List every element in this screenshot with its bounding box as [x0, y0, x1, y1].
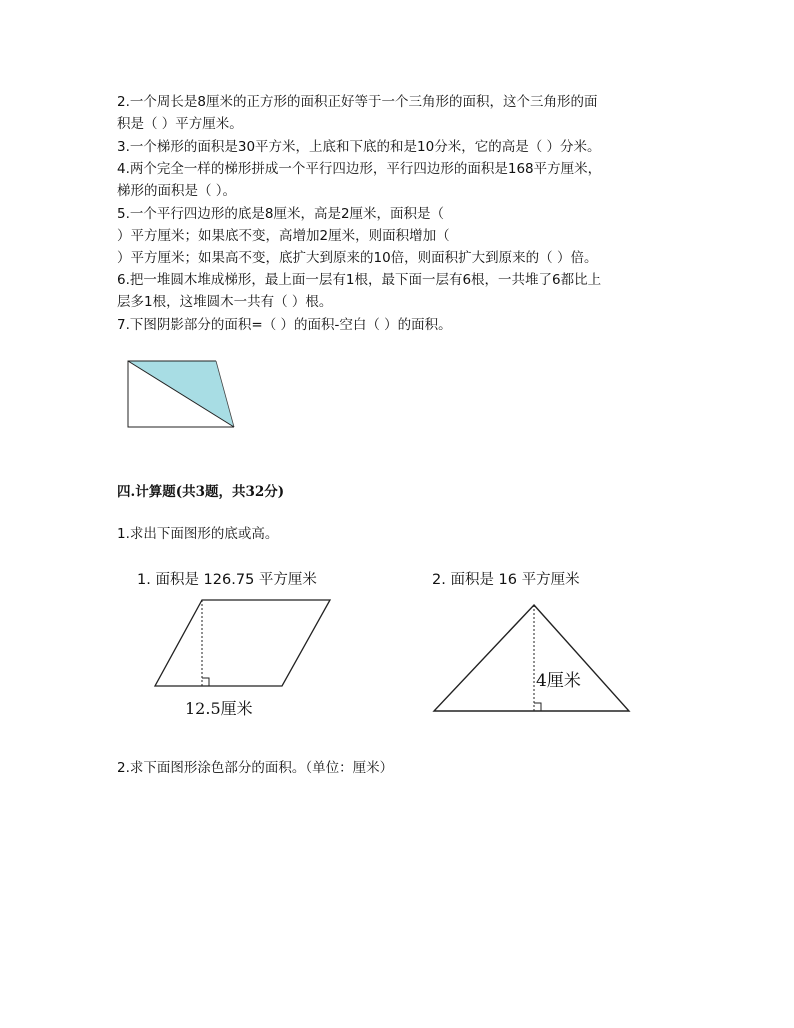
question-5-line-1: 5.一个平行四边形的底是8厘米，高是2厘米，面积是（: [117, 206, 445, 222]
calc-question-1: 1.求出下面图形的底或高。: [117, 526, 279, 542]
question-4-line-2: 梯形的面积是（ ）。: [117, 183, 237, 199]
question-6-line-2: 层多1根，这堆圆木一共有（ ）根。: [117, 294, 333, 310]
figure-1-caption: 1. 面积是 126.75 平方厘米: [137, 572, 317, 588]
triangle-outline: [434, 605, 629, 711]
question-2-line-1: 2.一个周长是8厘米的正方形的面积正好等于一个三角形的面积，这个三角形的面: [117, 94, 598, 110]
base-length-label: 12.5厘米: [185, 699, 253, 718]
triangle-right-angle-mark: [534, 703, 541, 711]
triangle-figure: [428, 602, 634, 718]
height-label: 4厘米: [536, 671, 581, 691]
section-4-heading: 四.计算题(共3题，共32分): [117, 484, 285, 500]
calc-question-2: 2.求下面图形涂色部分的面积。（单位：厘米）: [117, 760, 394, 776]
question-6-line-1: 6.把一堆圆木堆成梯形，最上面一层有1根，最下面一层有6根，一共堆了6都比上: [117, 272, 602, 288]
question-3-line-1: 3.一个梯形的面积是30平方米，上底和下底的和是10分米，它的高是（ ）分米。: [117, 139, 601, 155]
question-4-line-1: 4.两个完全一样的梯形拼成一个平行四边形，平行四边形的面积是168平方厘米，: [117, 161, 602, 177]
parallelogram-outline: [155, 600, 330, 686]
parallelogram-figure: [150, 596, 335, 692]
shaded-trapezoid-figure: [124, 357, 240, 433]
question-5-line-3: ）平方厘米；如果高不变，底扩大到原来的10倍，则面积扩大到原来的（ ）倍。: [117, 250, 598, 266]
question-2-line-2: 积是（ ）平方厘米。: [117, 116, 243, 132]
figure-2-caption: 2. 面积是 16 平方厘米: [432, 572, 580, 588]
question-5-line-2: ）平方厘米；如果底不变，高增加2厘米，则面积增加（: [117, 228, 450, 244]
question-7-line-1: 7.下图阴影部分的面积=（ ）的面积-空白（ ）的面积。: [117, 317, 452, 333]
right-angle-mark: [202, 678, 209, 686]
